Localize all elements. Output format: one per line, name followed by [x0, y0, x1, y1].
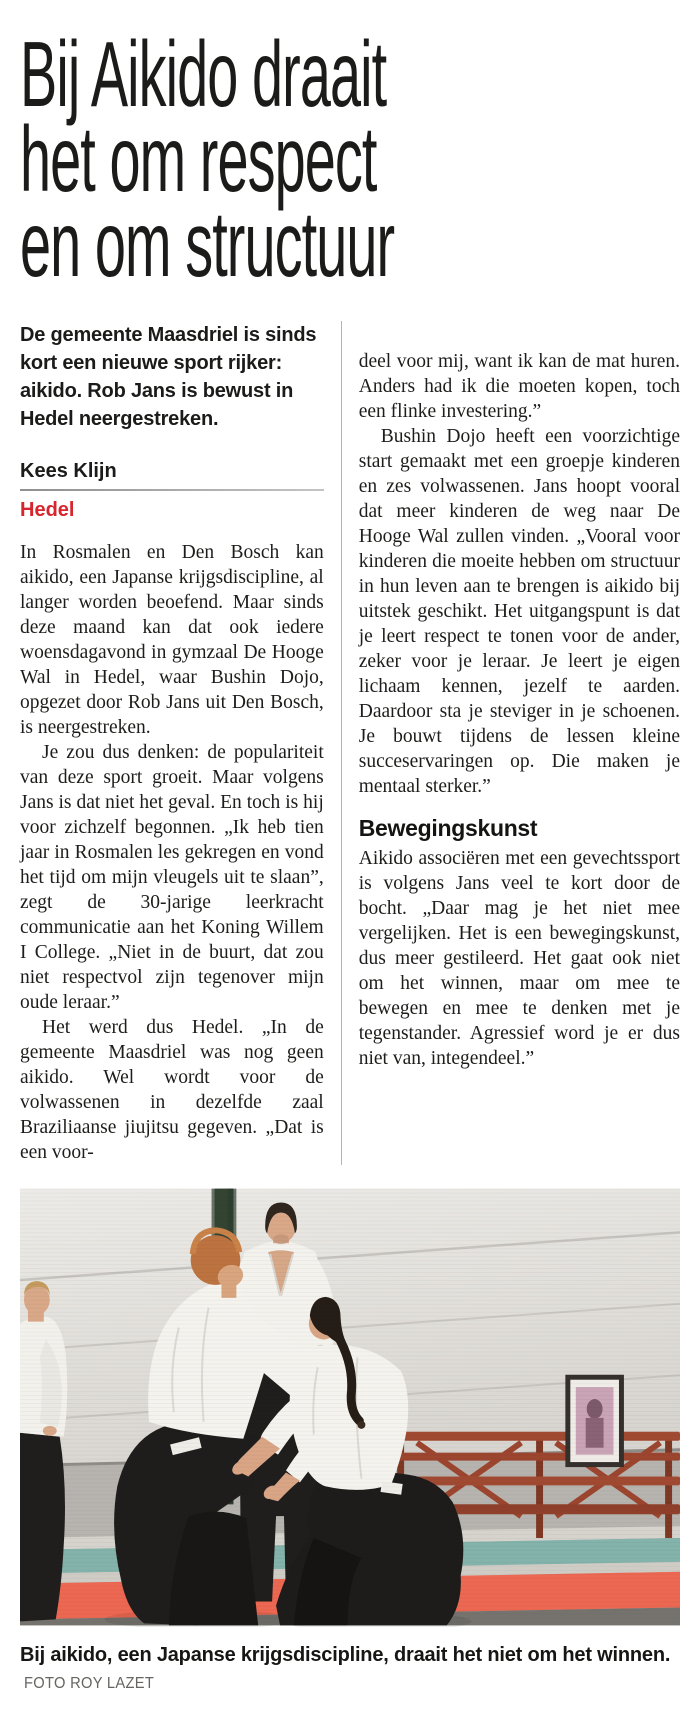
scan-texture — [20, 1189, 680, 1626]
aikido-photo-illustration — [20, 1187, 680, 1627]
column-right — [341, 321, 680, 1165]
paragraph: Bushin Dojo heeft een voorzichtige start gemaakt met een groepje kinderen en zes volwassenen. Jans hoopt vooral dat meer kinderen de weg naar De Hooge Wal zullen vinden. „Vooral voor kinderen die moeite hebben om structuur in hun leven aan te brengen is aikido bij uitstek geschikt. Het uitgangspunt is dat je leert respect te tonen voor de ander, zeker voor je leraar. Je leert je eigen lichaam kennen, jezelf te aarden. Daardoor sta je steviger in je schoenen. Je bouwt tijdens de lessen kleine succeservaringen op. Die maken je mentaal sterker.” — [358, 426, 680, 797]
caption-credit: FOTO ROY LAZET — [24, 1675, 155, 1692]
byline-rule — [20, 489, 324, 491]
article-columns — [20, 321, 680, 1165]
headline-line-1: Bij Aikido draait — [20, 22, 387, 126]
paragraph: In Rosmalen en Den Bosch kan aikido, een Japanse krijgsdiscipline, al langer worden beoefend. Maar sinds deze maand kan dat ook iedere woensdagavond in gymzaal De Hooge Wal in Hedel, waar Bushin Dojo, opgezet door Rob Jans uit Den Bosch, is neergestreken. — [20, 542, 324, 738]
article-photo — [20, 1187, 680, 1697]
dateline: Hedel — [20, 499, 75, 521]
byline: Kees Klijn — [20, 460, 117, 482]
paragraph: deel voor mij, want ik kan de mat huren. Anders had ik die moeten kopen, toch een flinke investering.” — [358, 351, 680, 422]
subhead: Bewegingskunst — [358, 815, 538, 841]
column-left — [20, 321, 324, 1165]
headline-line-2: het om respect — [20, 107, 377, 211]
paragraph: Aikido associëren met een gevechtssport is volgens Jans veel te kort door de bocht. „Daar mag je het niet mee vergelijken. Het is een bewegingskunst, dus meer gestileerd. Het gaat ook niet om het winnen, maar om mee te bewegen en mee te denken met je tegenstander. Agressief word je er dus niet van, integendeel.” — [358, 848, 680, 1069]
caption-text: Bij aikido, een Japanse krijgsdiscipline, draait het niet om het winnen. — [20, 1644, 671, 1666]
headline — [20, 22, 680, 296]
byline-block — [20, 459, 324, 522]
headline-line-3: en om structuur — [20, 192, 395, 296]
paragraph: Je zou dus denken: de populariteit van deze sport groeit. Maar volgens Jans is dat niet het geval. En toch is hij voor zichzelf begonnen. „Ik heb tien jaar in Rosmalen les gekregen en vond het tijd om mijn vleugels uit te slaan”, zegt de 30-jarige leerkracht communicatie aan het Koning Willem I College. „Niet in de buurt, dat zou niet respectvol zijn tegenover mijn oude leraar.” — [20, 742, 324, 1013]
paragraph: Het werd dus Hedel. „In de gemeente Maasdriel was nog geen aikido. Wel wordt voor de volwassenen in dezelfde zaal Braziliaanse jiujitsu gegeven. „Dat is een voor- — [20, 1017, 324, 1163]
photo-caption — [20, 1642, 680, 1697]
lede: De gemeente Maasdriel is sinds kort een nieuwe sport rijker: aikido. Rob Jans is bewust in Hedel neergestreken. — [20, 324, 317, 430]
